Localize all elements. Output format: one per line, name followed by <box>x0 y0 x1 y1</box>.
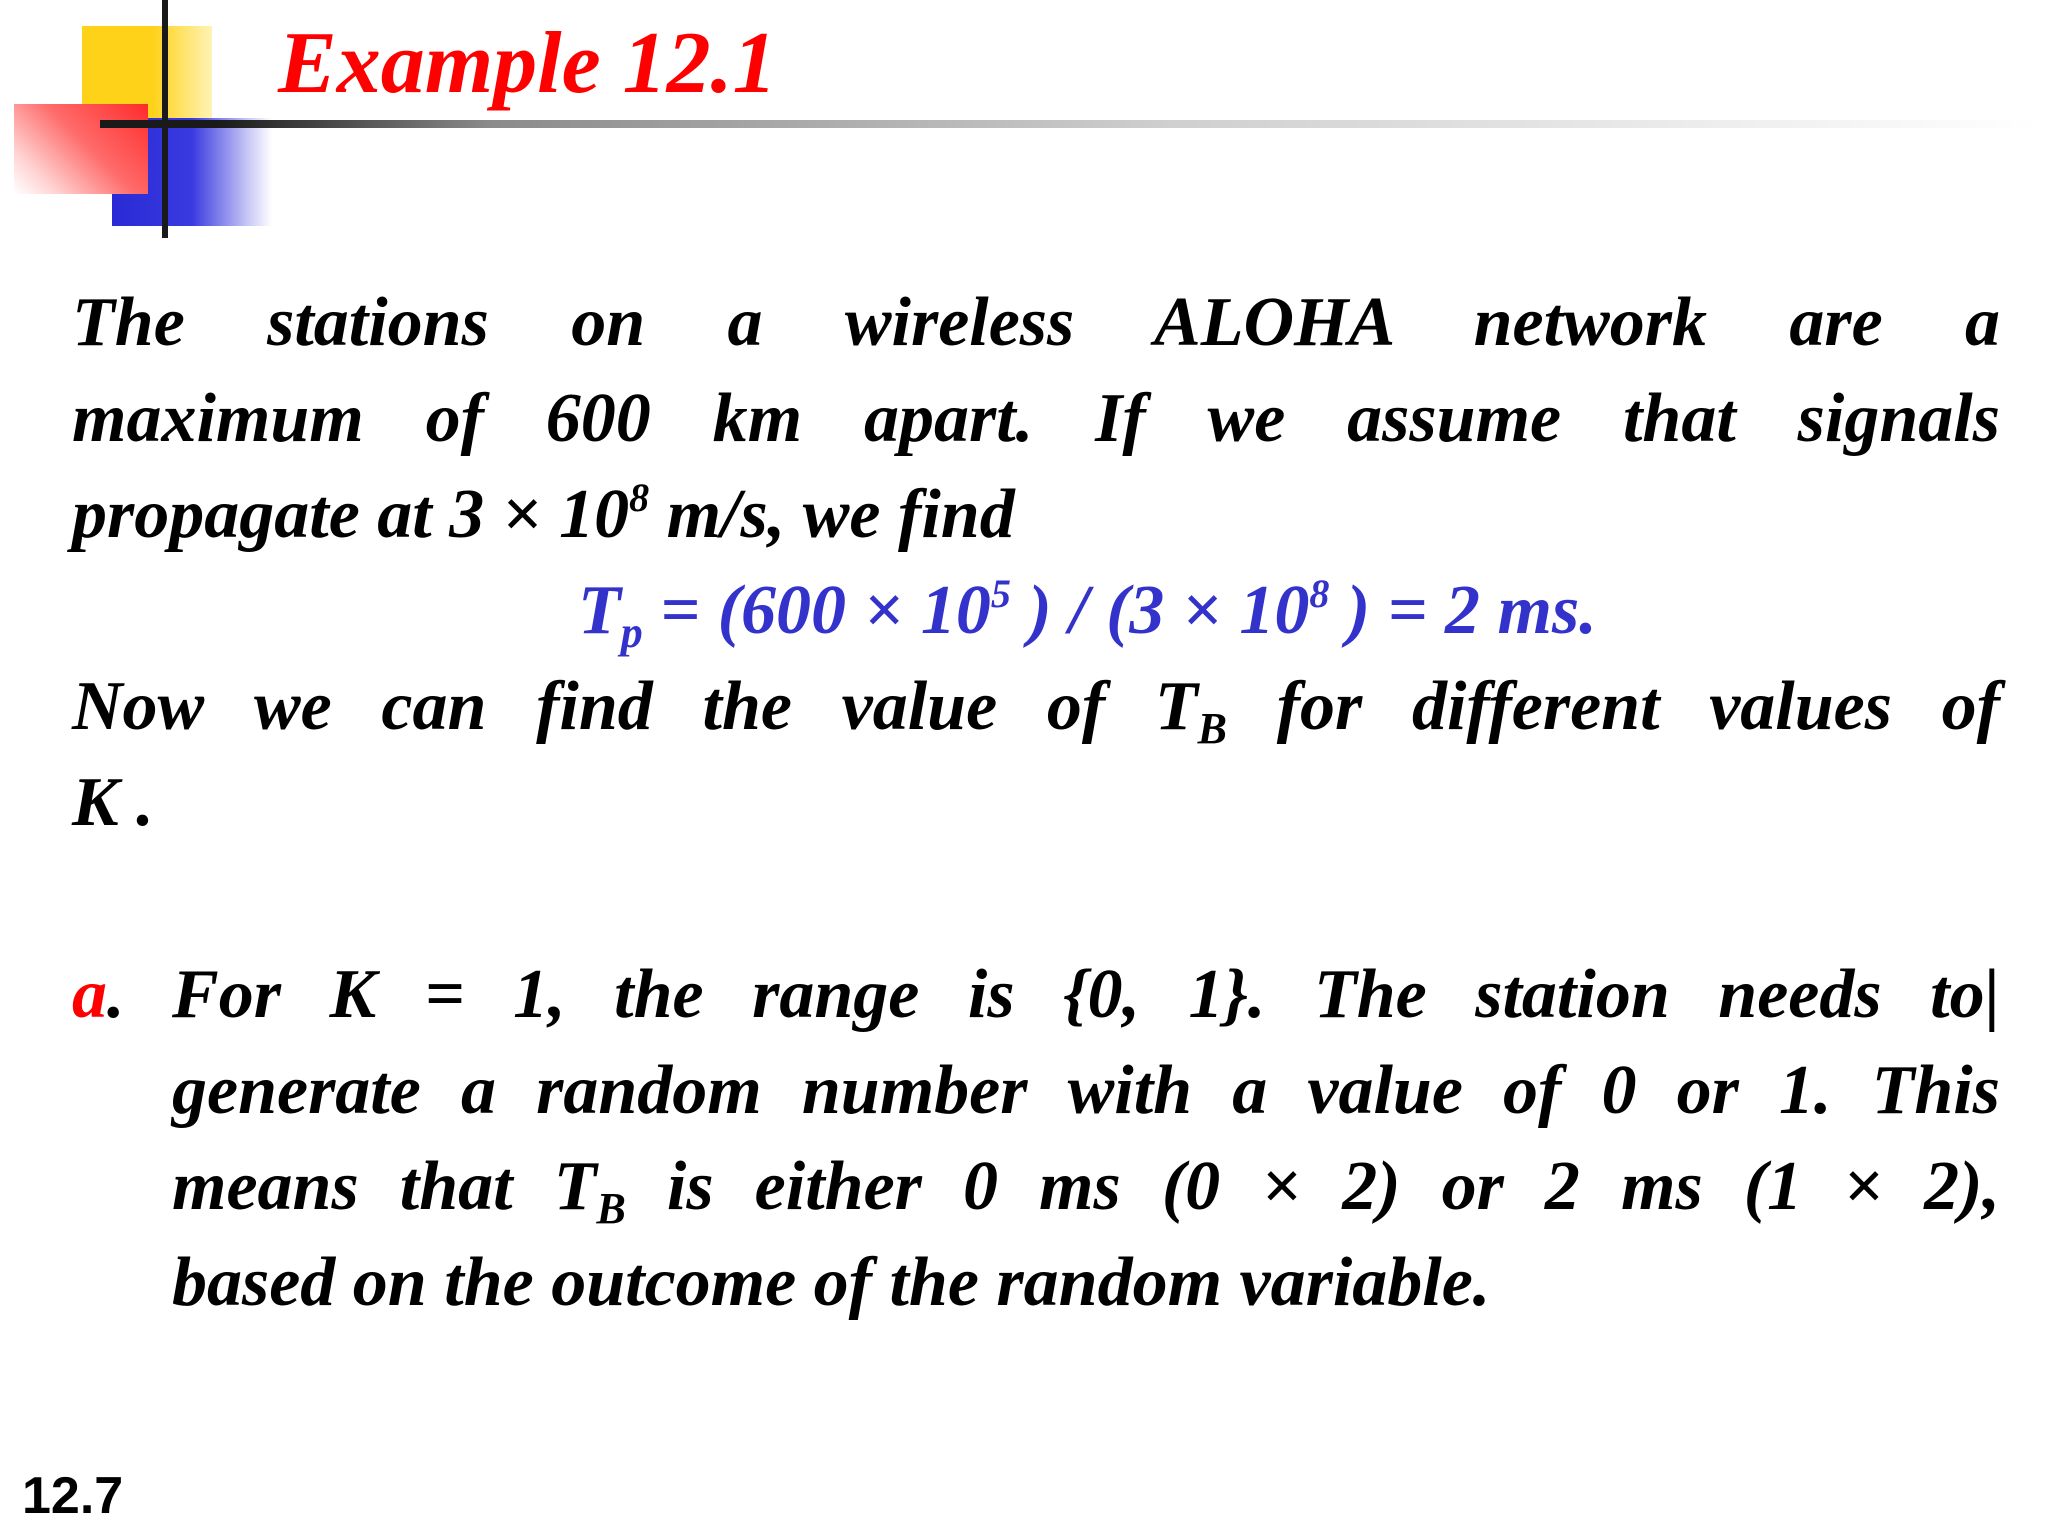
item-a-line-3-suffix: is either 0 ms (0 × 2) or 2 ms (1 × 2), <box>625 1148 2000 1225</box>
now-line-2: K . <box>72 764 154 841</box>
intro-line-3-prefix: propagate at 3 × 10 <box>72 476 630 553</box>
item-a-line-2: generate a random number with a value of 0 or 1. This <box>172 1052 2000 1129</box>
paragraph-now <box>72 659 2000 851</box>
intro-line-3 <box>72 467 2000 563</box>
formula-part-1: = (600 × 10 <box>642 572 991 649</box>
now-line-1-prefix: Now we can find the value of T <box>72 668 1198 745</box>
now-line-1 <box>72 659 2000 755</box>
list-item-a-body <box>172 947 2000 1331</box>
item-a-line-3-prefix: means that T <box>172 1148 597 1225</box>
paragraph-intro <box>72 275 2000 563</box>
item-a-line-4: based on the outcome of the random variable. <box>172 1244 1491 1321</box>
formula-t: T <box>578 572 621 649</box>
formula-part-2: ) / (3 × 10 <box>1010 572 1310 649</box>
logo-red-square <box>14 104 148 194</box>
intro-line-2: maximum of 600 km apart. If we assume that signals <box>72 380 2000 457</box>
item-a-line-1: For K = 1, the range is {0, 1}. The station needs to| <box>172 956 2000 1033</box>
formula-t-subscript: p <box>620 608 643 657</box>
now-line-1-suffix: for different values of <box>1227 668 2000 745</box>
list-item-a-letter: a <box>72 956 107 1033</box>
intro-line-3-suffix: m/s, we find <box>649 476 1015 553</box>
page-number: 12.7 <box>22 1467 124 1525</box>
list-item-a-period: . <box>107 956 125 1033</box>
intro-exponent: 8 <box>629 475 650 520</box>
now-line-1-subscript: B <box>1197 704 1227 753</box>
formula-part-3: ) = 2 ms. <box>1329 572 1597 649</box>
title-underline <box>100 120 2040 128</box>
intro-line-1: The stations on a wireless ALOHA network are a <box>72 284 2000 361</box>
formula-exponent-1: 5 <box>990 571 1011 616</box>
formula-exponent-2: 8 <box>1309 571 1330 616</box>
slide-title: Example 12.1 <box>278 15 777 112</box>
item-a-line-3-subscript: B <box>596 1184 626 1233</box>
list-item-a-marker <box>72 947 125 1043</box>
propagation-time-formula <box>578 563 1597 659</box>
logo-vertical-line <box>162 0 168 238</box>
item-a-line-3 <box>172 1139 2000 1235</box>
